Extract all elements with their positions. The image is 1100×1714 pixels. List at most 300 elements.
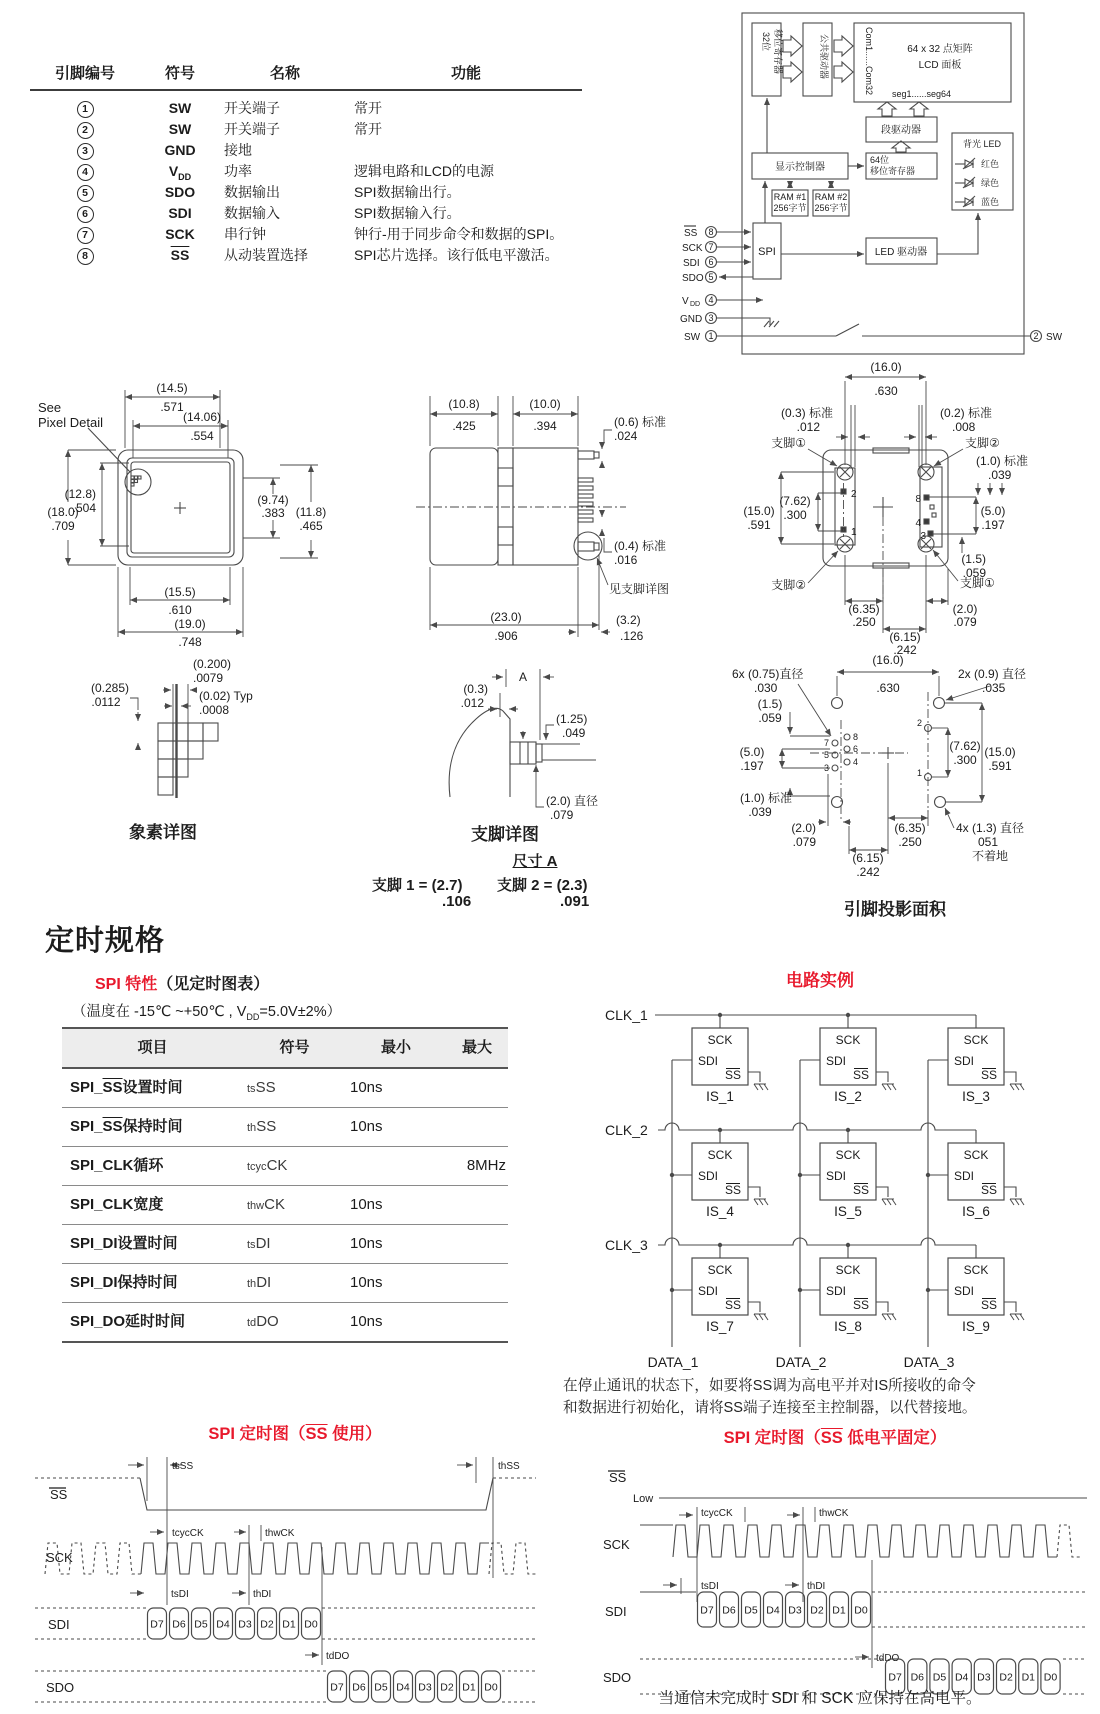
spec-row: SPI_DI保持时间 thDI 10ns (62, 1264, 508, 1303)
data-label: DATA_1 (647, 1354, 699, 1370)
ann-thwCK: thwCK (819, 1508, 849, 1519)
is-label: IS_1 (706, 1089, 734, 1104)
pin-function: 常开 (354, 121, 382, 137)
dim: .242 (856, 865, 880, 879)
dim: .016 (614, 553, 638, 567)
bit-label: D7 (700, 1604, 714, 1617)
pin-function: SPI数据输入行。 (354, 205, 461, 221)
is-label: IS_3 (962, 1089, 990, 1104)
ann-thDI: thDI (807, 1581, 826, 1592)
pin-num-sck: 7 (708, 242, 714, 252)
section-title-timing: 定时规格 (45, 925, 166, 957)
dim: .035 (982, 681, 1006, 695)
ss-wire (748, 1302, 760, 1312)
pin-number: 2 (851, 489, 857, 500)
signal-label-sdo: SDO (46, 1680, 75, 1695)
port-ss: SS (980, 1068, 998, 1082)
bit-label: D7 (888, 1671, 902, 1684)
label-led-blue: 蓝色 (981, 197, 1000, 207)
dim: (15.5) (164, 585, 196, 599)
pin-function (350, 140, 582, 161)
col-header: 符号 (279, 1039, 310, 1056)
spi-conditions (72, 1000, 341, 1022)
ss-wire (876, 1072, 888, 1082)
ann-thwCK: thwCK (265, 1528, 295, 1539)
pin-function-table (30, 62, 582, 266)
port-sck: SCK (707, 1263, 733, 1277)
dim: (16.0) (870, 360, 902, 374)
leg2-size-in: .091 (560, 893, 590, 910)
pin-name: 数据输出 (224, 184, 280, 200)
port-sdi: SDI (954, 1054, 975, 1068)
dim: .630 (874, 384, 898, 398)
spec-row: SPI_DI设置时间 tsDI 10ns (62, 1225, 508, 1264)
port-sdi: SDI (698, 1284, 719, 1298)
pin-name: 开关端子 (224, 121, 280, 137)
dim: .012 (796, 420, 820, 434)
ground-icon (1010, 1199, 1024, 1205)
bit-label: D6 (172, 1618, 186, 1631)
bit-label: D3 (788, 1604, 802, 1617)
timing2-note: 当通信未完成时 SDI 和 SCK 应保持在高电平。 (658, 1690, 982, 1707)
pin-number: 6 (853, 744, 859, 754)
bit-label: D0 (304, 1618, 318, 1631)
bit-label: D1 (462, 1681, 476, 1694)
label-seg-range: seg1......seg64 (892, 89, 952, 99)
port-ss: SS (980, 1298, 998, 1312)
pin-num-sdo: 5 (708, 272, 714, 282)
dim: (6.35) (894, 821, 926, 835)
dim: 051 (978, 835, 999, 849)
leg1-size-in: .106 (442, 893, 472, 910)
bit-label: D3 (418, 1681, 432, 1694)
dim: .394 (533, 419, 557, 433)
leg-label: 支脚① (771, 436, 806, 450)
clk-label: CLK_2 (605, 1122, 648, 1138)
spec-row: $SPI\_\overline{SS}$设置时间 tsSS 10ns (62, 1069, 508, 1108)
col-header: 名称 (269, 65, 300, 82)
dim: (1.0) 标准 (739, 791, 793, 805)
is-label: IS_7 (706, 1319, 734, 1334)
dim: (2.0) (791, 821, 816, 835)
leg-labels (461, 670, 598, 822)
dim: (9.74) (257, 493, 289, 507)
pin-name: 串行钟 (224, 226, 266, 242)
circuit-clk-labels (605, 1007, 955, 1370)
block-diagram-labels (680, 27, 1063, 343)
junction-dot (926, 1173, 930, 1177)
table-row (30, 119, 582, 140)
port-sck: SCK (835, 1148, 861, 1162)
dim: (0.200) (193, 657, 232, 671)
port-sdi: SDI (826, 1054, 847, 1068)
junction-dot (798, 1173, 802, 1177)
dim: (6.35) (848, 602, 880, 616)
pin-symbol: $\overline{SS}$ (170, 247, 190, 263)
dim: .059 (962, 566, 986, 580)
port-sck: SCK (963, 1033, 989, 1047)
dim: .079 (953, 615, 977, 629)
dim: .465 (299, 519, 323, 533)
data-label: DATA_2 (775, 1354, 827, 1370)
dim: .748 (178, 635, 202, 649)
dim: .012 (460, 696, 484, 710)
ss-wire (876, 1302, 888, 1312)
ann-tcycCK: tcycCK (172, 1528, 204, 1539)
spi-spec-table (62, 1027, 508, 1343)
pin-name: 功率 (224, 163, 252, 179)
dim: .554 (190, 429, 214, 443)
dim: 不着地 (972, 849, 1009, 863)
bit-label: D2 (999, 1671, 1013, 1684)
is-label: IS_6 (962, 1204, 990, 1219)
pin-symbol: SDO (164, 184, 196, 200)
pin-name: 接地 (224, 142, 252, 158)
block-diagram (678, 5, 1100, 361)
pin-number: 3 (823, 763, 829, 773)
bit-label: D4 (766, 1604, 780, 1617)
pixel-labels (91, 657, 253, 717)
pin-num-ss: 8 (708, 227, 714, 237)
dim: (15.0) (984, 745, 1016, 759)
dim: (0.3) 标准 (780, 406, 833, 420)
ground-icon (754, 1199, 768, 1205)
pin-num-vdd: 4 (708, 295, 714, 305)
bit-label: D1 (282, 1618, 296, 1631)
dim: .591 (747, 518, 771, 532)
pin-number-badge: 8 (77, 248, 94, 265)
pin-number: 8 (853, 732, 859, 742)
dim: (19.0) (174, 617, 206, 631)
bit-label: D7 (150, 1618, 164, 1631)
dim: (0.6) 标准 (614, 415, 667, 429)
bit-label: D6 (722, 1604, 736, 1617)
pin-label-sw2: SW (1046, 332, 1063, 343)
leg-detail (388, 645, 668, 820)
pin-number-badge: 2 (77, 122, 94, 139)
leg-label: 支脚② (771, 578, 806, 592)
junction-dot (846, 1128, 850, 1132)
bit-label: D6 (910, 1671, 925, 1684)
table-row (30, 203, 582, 224)
label-com-range: Com1......Com32 (864, 27, 874, 96)
pin-table-header (30, 62, 582, 91)
side-linework (416, 396, 626, 637)
is-grid (670, 1013, 1024, 1334)
dim: .079 (550, 808, 574, 822)
pin-label-sdi: SDI (683, 258, 700, 269)
pin-num-sdi: 6 (708, 257, 714, 267)
data-label: DATA_3 (903, 1354, 955, 1370)
is-label: IS_9 (962, 1319, 990, 1334)
spec-table-header (62, 1027, 508, 1069)
pin-function: 钟行-用于同步命令和数据的SPI。 (354, 226, 564, 242)
caption-pin-projection: 引脚投影面积 (844, 900, 946, 919)
bit-label: D2 (440, 1681, 454, 1694)
label-spi: SPI (758, 246, 776, 258)
caption-pixel-detail: 象素详图 (129, 823, 197, 842)
port-sdi: SDI (826, 1169, 847, 1183)
circuit-example-title: 电路实例 (786, 971, 854, 990)
label-display-controller: 显示控制器 (775, 162, 825, 173)
bit-label: D3 (977, 1671, 991, 1684)
signal-low: Low (633, 1493, 654, 1505)
bit-label: D0 (484, 1681, 498, 1694)
dim: (7.62) (949, 739, 981, 753)
bit-label: D7 (330, 1681, 344, 1694)
dim: (0.285) (90, 681, 130, 695)
pin-number-badge: 6 (77, 206, 94, 223)
col-header: 项目 (137, 1039, 168, 1056)
dim: .250 (898, 835, 922, 849)
dim: .079 (792, 835, 816, 849)
port-sck: SCK (707, 1148, 733, 1162)
dim: .197 (740, 759, 764, 773)
label-shift64: 64位 (870, 155, 890, 165)
port-sck: SCK (835, 1263, 861, 1277)
caption-leg-detail: 支脚详图 (471, 825, 539, 844)
table-row (30, 245, 582, 266)
bit-label: D5 (744, 1604, 758, 1617)
ground-icon (754, 1314, 768, 1320)
ann-tsSS: tsSS (172, 1461, 194, 1472)
see-pixel-detail2: Pixel Detail (38, 415, 104, 430)
port-ss: SS (724, 1068, 742, 1082)
dim: .300 (953, 753, 977, 767)
dim: .126 (620, 629, 644, 643)
ss-wire (1004, 1072, 1016, 1082)
dim: .049 (562, 726, 586, 740)
col-header: 引脚编号 (54, 65, 115, 82)
label-ram1-size: 256字节 (773, 203, 807, 213)
cond-pre: （温度在 -15℃ ~+50℃ , V (72, 1004, 247, 1020)
spi-characteristics-title: SPI 特性 (95, 976, 158, 993)
leg-detail-note: 见支脚详图 (609, 582, 670, 596)
dim: 6x (0.75)直径 (732, 667, 804, 681)
pin-number: 1 (916, 768, 922, 778)
signal-label-sdo: SDO (603, 1670, 632, 1685)
clk-label: CLK_1 (605, 1007, 648, 1023)
signal-label-sck: SCK (603, 1537, 630, 1552)
col-header: 最小 (380, 1039, 411, 1056)
dim: (23.0) (490, 610, 522, 624)
dim: .039 (748, 805, 772, 819)
table-row (30, 161, 582, 182)
ground-icon (1010, 1084, 1024, 1090)
pin-function: 常开 (354, 100, 382, 116)
dim: (14.06) (182, 410, 222, 424)
col-header: 符号 (164, 65, 195, 82)
dim: .030 (754, 681, 778, 695)
is-label: IS_4 (706, 1204, 734, 1219)
port-ss: SS (724, 1298, 742, 1312)
dim: (2.0) (952, 602, 978, 616)
ss-wire (1004, 1302, 1016, 1312)
label-backlight: 背光 LED (962, 139, 1002, 149)
port-sdi: SDI (954, 1284, 975, 1298)
junction-dot (926, 1288, 930, 1292)
pin-projection (660, 650, 1100, 885)
circuit-note-line2: 和数据进行初始化，请将SS端子连接至主控制器，以代替接地。 (563, 1400, 977, 1416)
dim-front-view (30, 350, 370, 670)
sdi-bits (148, 1608, 321, 1639)
dim: .250 (852, 615, 876, 629)
bit-label: D1 (832, 1604, 846, 1617)
dim: (2.0) 直径 (546, 794, 599, 808)
pin-number: 2 (916, 718, 922, 728)
leg2-size: 支脚 2 = (2.3) (497, 877, 588, 894)
dim: .0079 (193, 671, 224, 685)
timing1-title: SPI 定时图（$\overline{SS}$ 使用） (208, 1425, 382, 1443)
table-row (30, 140, 582, 161)
dim: (1.0) 标准 (976, 454, 1029, 468)
pin-label-vdd-sub: DD (690, 301, 701, 308)
pin-function: 逻辑电路和LCD的电源 (354, 163, 495, 179)
bit-label: D4 (396, 1681, 410, 1694)
dim: 4x (1.3) 直径 (956, 821, 1025, 835)
ss-wire (748, 1072, 760, 1082)
port-sck: SCK (707, 1033, 733, 1047)
pin-number-badge: 4 (77, 164, 94, 181)
cond-post: =5.0V±2%） (259, 1004, 342, 1020)
clk-label: CLK_3 (605, 1237, 648, 1253)
pin-symbol: V (168, 163, 179, 179)
ss-wire (1004, 1187, 1016, 1197)
dim: (1.25) (556, 712, 588, 726)
bit-label: D2 (260, 1618, 274, 1631)
timing-diagram-ss-low (555, 1452, 1100, 1700)
is-label: IS_2 (834, 1089, 862, 1104)
t1-linework (35, 1457, 537, 1702)
pin-name: 开关端子 (224, 100, 280, 116)
dim: (10.8) (448, 397, 480, 411)
bit-label: D3 (238, 1618, 252, 1631)
t2-labels (603, 1470, 900, 1685)
signal-label-ss: SS (50, 1487, 68, 1502)
dim: .571 (160, 400, 184, 414)
pin-name: 数据输入 (224, 205, 280, 221)
label-led-red: 红色 (981, 159, 1000, 169)
port-sdi: SDI (954, 1169, 975, 1183)
sdo-bits (328, 1671, 501, 1702)
dim: (0.02) Typ (199, 689, 253, 703)
junction-dot (846, 1013, 850, 1017)
label-shift32b: 移位寄存器 (773, 29, 783, 75)
dim: (18.0) (47, 505, 79, 519)
ann-tsDI: tsDI (701, 1581, 719, 1592)
dim: .0008 (199, 703, 230, 717)
signal-label-sdi: SDI (605, 1604, 627, 1619)
junction-dot (718, 1128, 722, 1132)
port-ss: SS (852, 1183, 870, 1197)
pin-symbol: SW (168, 121, 192, 137)
label-seg-driver: 段驱动器 (881, 125, 921, 136)
table-row (30, 98, 582, 119)
port-sdi: SDI (698, 1169, 719, 1183)
pixel-detail (60, 640, 320, 815)
dim: .504 (72, 501, 96, 515)
pin-symbol: GND (164, 142, 196, 158)
pin-number: 8 (915, 494, 921, 505)
pin-number-badge: 7 (77, 227, 94, 244)
pin-label-sdo: SDO (682, 273, 704, 284)
dim: .425 (452, 419, 476, 433)
dim: (0.3) (463, 682, 488, 696)
pin-number: 3 (920, 531, 926, 542)
pin-number-badge: 3 (77, 143, 94, 160)
pin-number: 7 (823, 738, 829, 748)
dim: (7.62) (779, 494, 811, 508)
col-header: 最大 (461, 1039, 492, 1056)
port-sck: SCK (835, 1033, 861, 1047)
ann-thDI: thDI (253, 1589, 272, 1600)
ann-tcycCK: tcycCK (701, 1508, 733, 1519)
dim: (11.8) (295, 505, 327, 519)
bit-label: D5 (374, 1681, 388, 1694)
timing2-title: SPI 定时图（$\overline{SS}$ 低电平固定） (723, 1429, 947, 1447)
bit-label: D2 (810, 1604, 824, 1617)
dim: (15.0) (743, 504, 775, 518)
port-sck: SCK (963, 1263, 989, 1277)
spec-row: $SPI\_\overline{SS}$保持时间 thSS 10ns (62, 1108, 508, 1147)
ss-wire (876, 1187, 888, 1197)
dim: .008 (952, 420, 976, 434)
dim: (0.4) 标准 (614, 539, 667, 553)
dim: (1.5) (757, 697, 783, 711)
label-led-green: 绿色 (981, 178, 1000, 188)
bit-label: D0 (1043, 1671, 1058, 1684)
junction-dot (718, 1243, 722, 1247)
spec-row: SPI_CLK循环 tcycCK 8MHz (62, 1147, 508, 1186)
dim: (6.15) (889, 630, 921, 644)
dim: .906 (494, 629, 518, 643)
is-label: IS_5 (834, 1204, 862, 1219)
junction-dot (798, 1288, 802, 1292)
front-labels (38, 381, 326, 649)
back-labels (743, 360, 1028, 657)
dim: .197 (981, 518, 1005, 532)
label-lcd-panel: 64 x 32 点矩阵 (907, 44, 973, 55)
pin-symbol: SDI (168, 205, 192, 221)
pin-number: 1 (851, 527, 857, 538)
col-header: 功能 (450, 65, 481, 82)
circuit-example (560, 955, 1100, 1375)
dim: .0112 (91, 695, 121, 709)
label-shift32: 32位 (761, 32, 771, 52)
bit-label: D4 (954, 1671, 969, 1684)
label-ram1: RAM #1 (773, 192, 807, 202)
port-sdi: SDI (826, 1284, 847, 1298)
see-pixel-detail: See (38, 400, 62, 415)
ground-icon (754, 1084, 768, 1090)
dim: (6.15) (852, 851, 884, 865)
ground-icon (882, 1084, 896, 1090)
port-sdi: SDI (698, 1054, 719, 1068)
spec-row: SPI_DO延时时间 tdDO 10ns (62, 1303, 508, 1343)
dim: .630 (876, 681, 900, 695)
pin-num-gnd: 3 (708, 313, 714, 323)
label-common-driver: 公共驱动器 (819, 34, 829, 80)
label-ram2: RAM #2 (814, 192, 848, 202)
dim: .709 (51, 519, 75, 533)
bit-label: D5 (932, 1671, 947, 1684)
ann-tdDO: tdDO (876, 1653, 900, 1664)
pin-number-badge: 1 (77, 101, 94, 118)
dim: .591 (988, 759, 1012, 773)
port-ss: SS (980, 1183, 998, 1197)
dim: .024 (614, 429, 638, 443)
pin-label-ss: SS (684, 228, 698, 239)
